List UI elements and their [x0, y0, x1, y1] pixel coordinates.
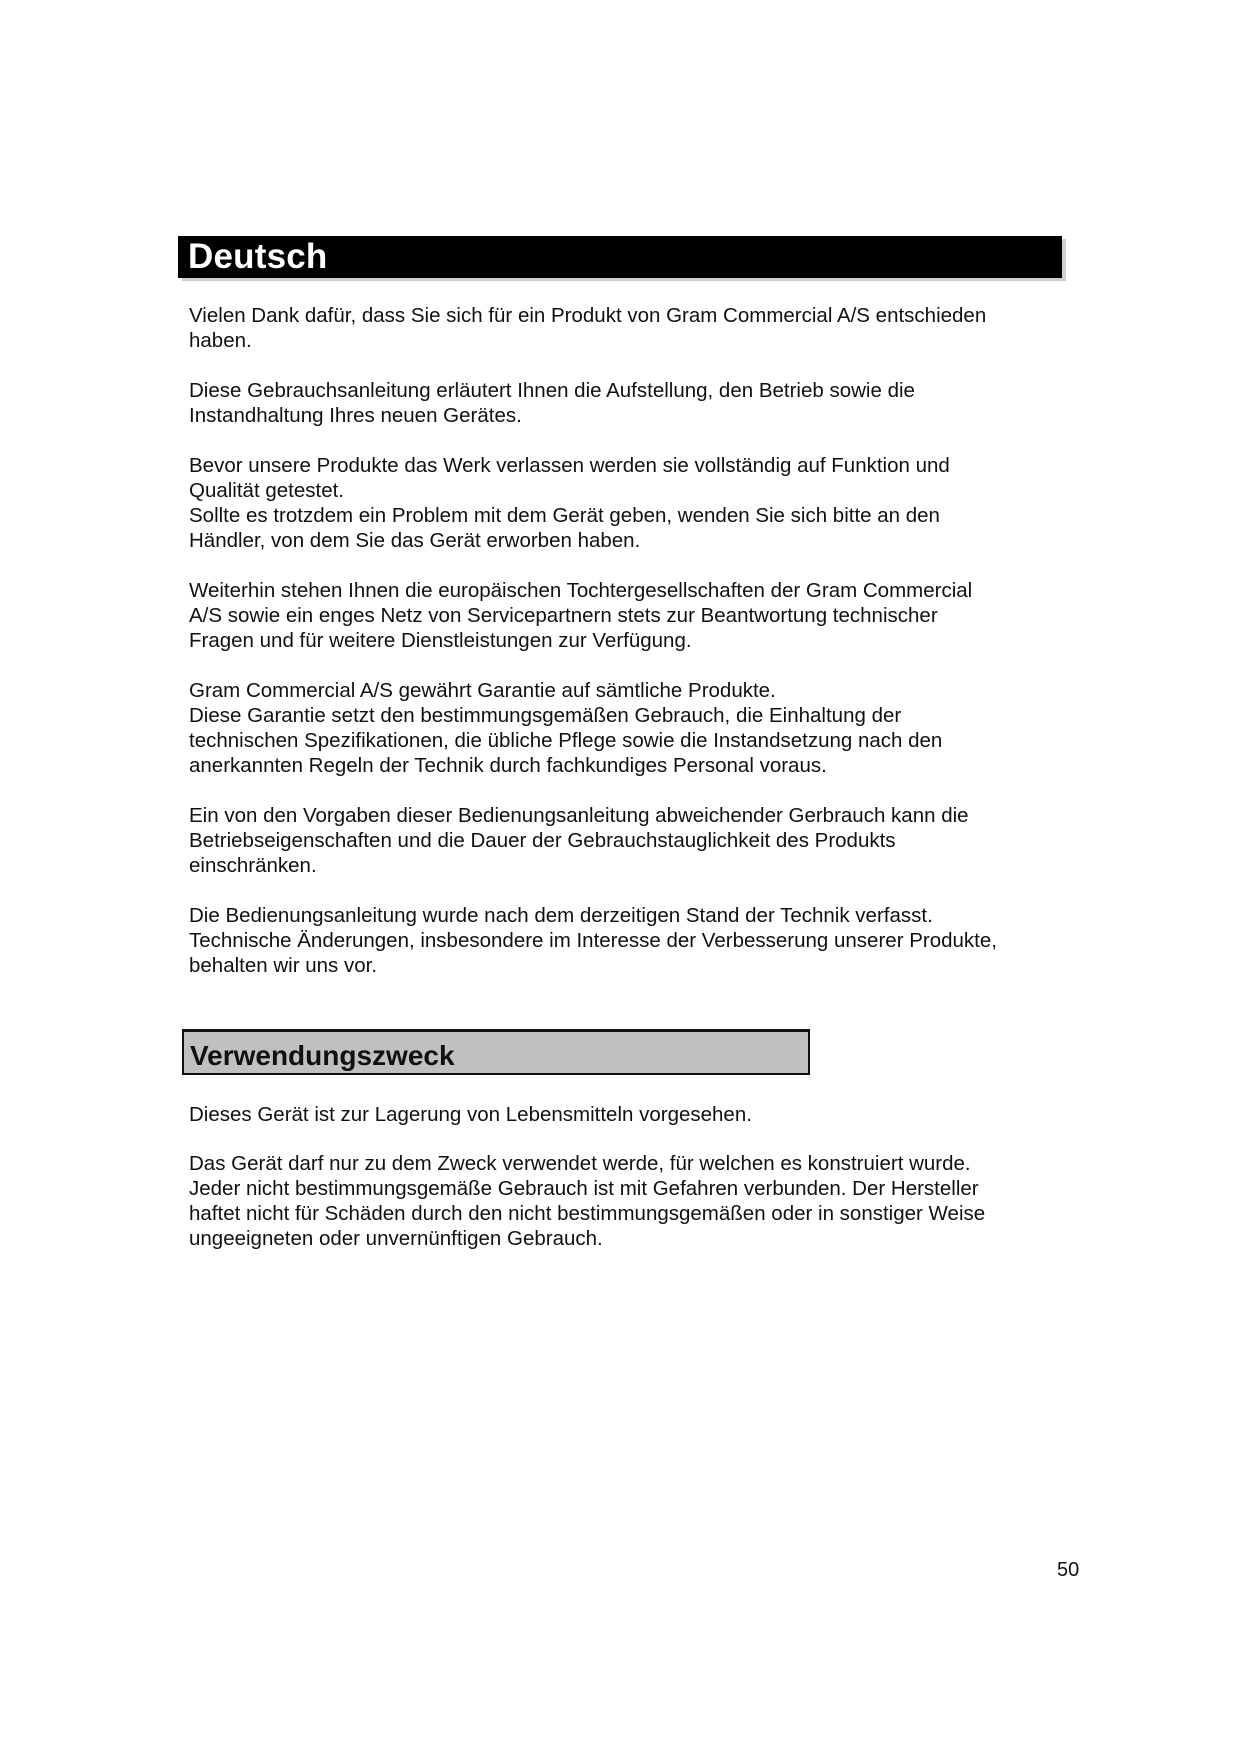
paragraph-text: Das Gerät darf nur zu dem Zweck verwendet werde, für welchen es konstruiert wurde. Jeder nicht bestimmungsgemäße Gebrauch ist mit Gefahren verbunden. Der Hersteller haftet nicht für Schäden durch den nicht bestimmungsgemäßen oder in sonstiger Weise ungeeigneten oder unvernünftigen Gebrauch.	[189, 1152, 986, 1250]
intro-paragraph-4	[189, 578, 1069, 653]
section-title: Deutsch	[188, 237, 328, 276]
paragraph-text: Die Bedienungsanleitung wurde nach dem derzeitigen Stand der Technik verfasst. Technische Änderungen, insbesondere im Interesse der Verbesserung unserer Produkte, behalten wir uns vor.	[189, 904, 997, 977]
paragraph-text: Bevor unsere Produkte das Werk verlassen werden sie vollständig auf Funktion und Qualität getestet. Sollte es trotzdem ein Problem mit dem Gerät geben, wenden Sie sich bitte an den Händler, von dem Sie das Gerät erworben haben.	[189, 454, 950, 552]
usage-paragraph-1	[189, 1102, 1069, 1127]
usage-paragraph-2	[189, 1151, 1069, 1251]
intro-paragraph-3	[189, 453, 1069, 553]
paragraph-text: Weiterhin stehen Ihnen die europäischen Tochtergesellschaften der Gram Commercial A/S sowie ein enges Netz von Servicepartnern stets zur Beantwortung technischer Fragen und für weitere Dienstleistungen zur Verfügung.	[189, 579, 973, 652]
intro-paragraph-7	[189, 903, 1069, 978]
paragraph-text: Gram Commercial A/S gewährt Garantie auf sämtliche Produkte. Diese Garantie setzt den bestimmungsgemäßen Gebrauch, die Einhaltung der technischen Spezifikationen, die übliche Pflege sowie die Instandsetzung nach den anerkannten Regeln der Technik durch fachkundiges Personal voraus.	[189, 679, 943, 777]
intro-paragraph-2	[189, 378, 1069, 428]
intro-paragraph-5	[189, 678, 1069, 778]
page-number: 50	[1057, 1559, 1080, 1581]
section-header-bar	[178, 236, 1062, 278]
intro-paragraph-6	[189, 803, 1069, 878]
paragraph-text: Dieses Gerät ist zur Lagerung von Lebensmitteln vorgesehen.	[189, 1103, 752, 1126]
paragraph-text: Vielen Dank dafür, dass Sie sich für ein Produkt von Gram Commercial A/S entschieden haben.	[189, 304, 987, 352]
intro-paragraph-1	[189, 303, 1069, 353]
subsection-header-bar	[182, 1029, 810, 1075]
paragraph-text: Diese Gebrauchsanleitung erläutert Ihnen die Aufstellung, den Betrieb sowie die Instandhaltung Ihres neuen Gerätes.	[189, 379, 915, 427]
paragraph-text: Ein von den Vorgaben dieser Bedienungsanleitung abweichender Gerbrauch kann die Betriebseigenschaften und die Dauer der Gebrauchstauglichkeit des Produkts einschränken.	[189, 804, 969, 877]
subsection-title: Verwendungszweck	[190, 1040, 455, 1071]
